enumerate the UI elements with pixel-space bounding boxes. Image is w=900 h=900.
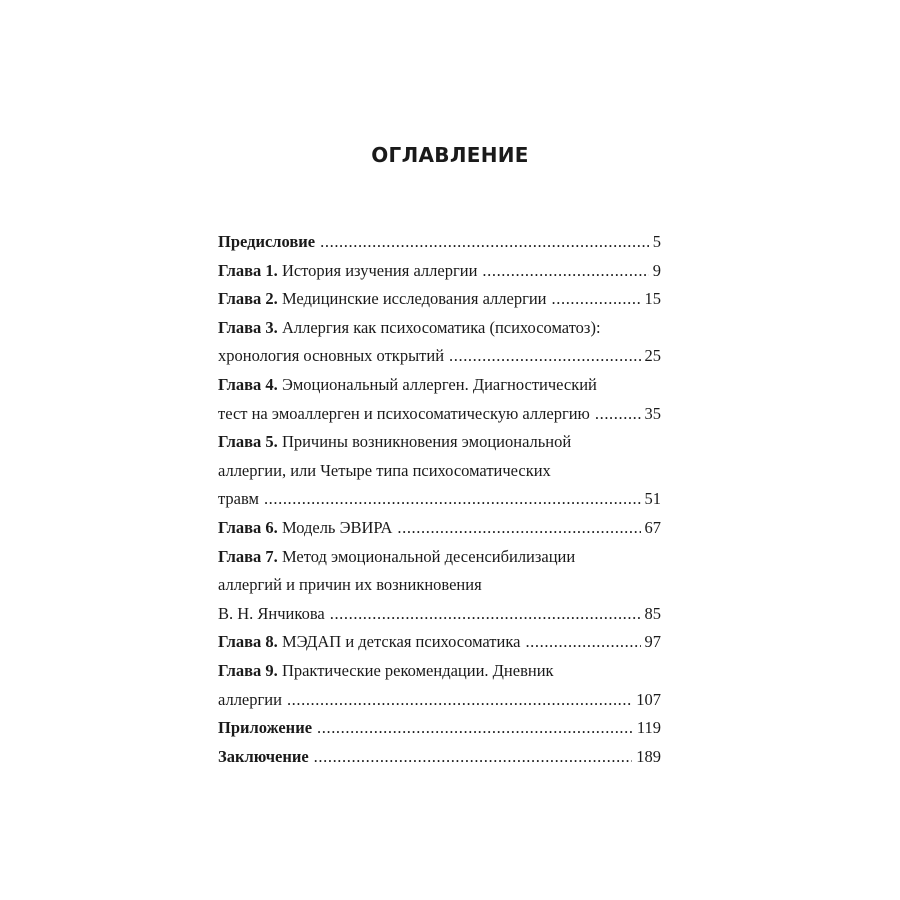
- toc-entry-label: [218, 285, 547, 314]
- toc-entry-label: [218, 371, 597, 400]
- dot-leader: [320, 228, 649, 257]
- toc-entry-prefix: Глава 4.: [218, 374, 278, 394]
- page-number: 85: [644, 603, 661, 623]
- toc-entry-text: Медицинские исследования аллергии: [277, 289, 547, 309]
- dot-leader: [482, 257, 648, 286]
- toc-entry-text: аллергии, или Четыре типа психосоматических: [218, 460, 551, 480]
- toc-line: [218, 257, 661, 286]
- dot-leader: [595, 400, 641, 429]
- toc-line: [218, 314, 661, 343]
- toc-entry-prefix: Предисловие: [218, 232, 316, 251]
- toc-entry-text: Практические рекомендации. Дневник: [277, 660, 554, 680]
- toc-line: [218, 628, 661, 657]
- toc-entry-label: [218, 743, 309, 772]
- toc-entry-label: [218, 342, 444, 371]
- page-number: 51: [644, 489, 661, 509]
- toc-entry-text: Метод эмоциональной десенсибилизации: [277, 546, 576, 566]
- toc-line: [218, 514, 661, 543]
- toc-entry-text: тест на эмоаллерген и психосоматическую аллергию: [218, 403, 590, 423]
- toc-entry-text: Аллергия как психосоматика (психосоматоз):: [277, 317, 601, 337]
- dot-leader: [264, 485, 641, 514]
- page-number: 67: [644, 517, 661, 537]
- dot-leader: [397, 514, 640, 543]
- toc-entry-label: [218, 457, 551, 486]
- toc-entry-prefix: Глава 5.: [218, 432, 278, 452]
- toc-entry-text: травм: [218, 489, 259, 509]
- toc-line: [218, 285, 661, 314]
- page-number: 35: [644, 403, 661, 423]
- page-number: 9: [652, 260, 661, 280]
- toc-entry-label: [218, 686, 282, 715]
- toc-line: [218, 342, 661, 371]
- toc-line: [218, 228, 661, 257]
- page-number: 189: [636, 746, 661, 766]
- page-number: 97: [644, 632, 661, 652]
- toc-entry-label: [218, 657, 554, 686]
- toc-entry-label: [218, 400, 590, 429]
- dot-leader: [287, 686, 632, 715]
- toc-entry-text: Эмоциональный аллерген. Диагностический: [277, 374, 597, 394]
- toc-entry-text: Причины возникновения эмоциональной: [277, 432, 572, 452]
- toc-entry-label: [218, 714, 312, 743]
- dot-leader: [525, 628, 640, 657]
- toc-entry-prefix: Глава 3.: [218, 317, 278, 337]
- page-number: 107: [636, 689, 661, 709]
- toc-line: [218, 485, 661, 514]
- toc-entry-text: хронология основных открытий: [218, 346, 445, 366]
- dot-leader: [449, 342, 640, 371]
- toc-line: [218, 571, 661, 600]
- page-number: 119: [636, 718, 661, 738]
- page-number: 15: [644, 289, 661, 309]
- toc-line: [218, 743, 661, 772]
- toc-entry-label: [218, 628, 520, 657]
- page-number: 25: [644, 346, 661, 366]
- toc-entry-prefix: Приложение: [218, 718, 313, 738]
- toc-line: [218, 600, 661, 629]
- toc-entry-prefix: Глава 8.: [218, 632, 278, 652]
- toc-entry-prefix: Глава 2.: [218, 289, 278, 309]
- toc-entry-text: История изучения аллергии: [277, 260, 478, 280]
- table-of-contents: [218, 228, 661, 771]
- toc-entry-text: МЭДАП и детская психосоматика: [277, 632, 521, 652]
- dot-leader: [317, 714, 633, 743]
- toc-line: [218, 714, 661, 743]
- toc-entry-text: аллергии: [218, 689, 282, 709]
- toc-entry-prefix: Глава 1.: [218, 260, 278, 280]
- dot-leader: [314, 743, 633, 772]
- dot-leader: [552, 285, 641, 314]
- toc-line: [218, 543, 661, 572]
- toc-line: [218, 657, 661, 686]
- toc-entry-label: [218, 485, 259, 514]
- toc-entry-label: [218, 428, 571, 457]
- page-number: 5: [652, 232, 661, 251]
- toc-line: [218, 457, 661, 486]
- toc-entry-prefix: Глава 6.: [218, 517, 278, 537]
- toc-entry-label: [218, 571, 482, 600]
- toc-line: [218, 400, 661, 429]
- toc-entry-text: Модель ЭВИРА: [277, 517, 393, 537]
- toc-entry-prefix: Глава 7.: [218, 546, 278, 566]
- toc-entry-label: [218, 314, 601, 343]
- toc-entry-label: [218, 514, 392, 543]
- toc-line: [218, 686, 661, 715]
- toc-entry-label: [218, 228, 315, 257]
- toc-entry-label: [218, 600, 325, 629]
- toc-entry-prefix: Заключение: [218, 746, 309, 766]
- toc-entry-text: аллергий и причин их возникновения: [218, 575, 482, 595]
- dot-leader: [330, 600, 641, 629]
- toc-line: [218, 371, 661, 400]
- toc-entry-text: В. Н. Янчикова: [218, 603, 325, 623]
- toc-entry-prefix: Глава 9.: [218, 660, 278, 680]
- page-title: ОГЛАВЛЕНИЕ: [371, 143, 529, 167]
- toc-line: [218, 428, 661, 457]
- toc-entry-label: [218, 543, 575, 572]
- toc-entry-label: [218, 257, 477, 286]
